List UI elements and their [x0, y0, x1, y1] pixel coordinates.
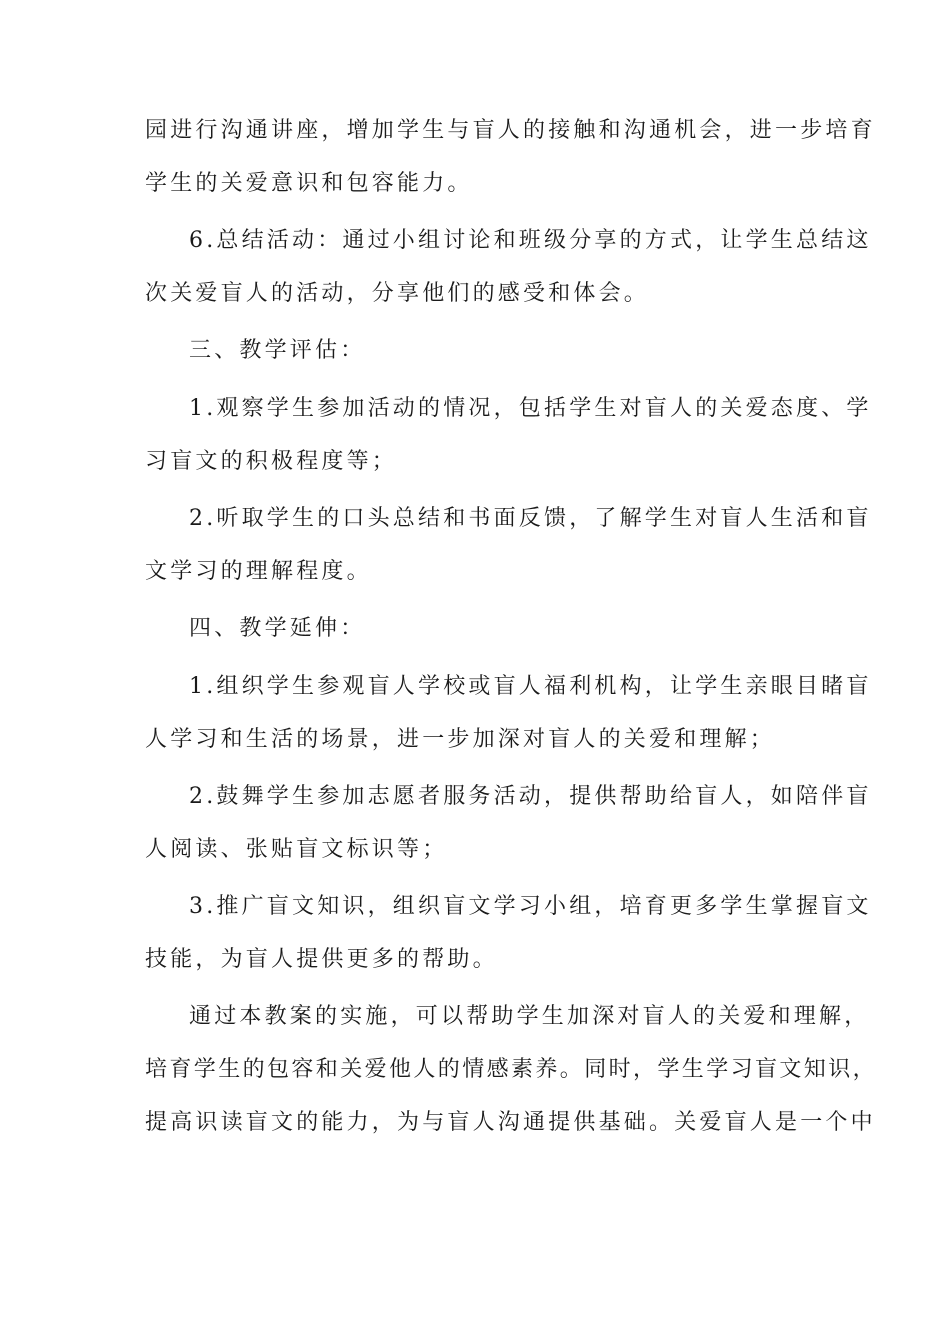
paragraph-start-line: 3.推广盲文知识，组织盲文学习小组，培育更多学生掌握盲文 [189, 894, 872, 919]
text-line: 文学习的理解程度。 [145, 559, 372, 584]
text-line: 技能，为盲人提供更多的帮助。 [145, 947, 498, 972]
paragraph-start-line: 通过本教案的实施，可以帮助学生加深对盲人的关爱和理解， [189, 1004, 870, 1029]
text-line: 习盲文的积极程度等； [145, 449, 398, 474]
paragraph-start-line: 1.观察学生参加活动的情况，包括学生对盲人的关爱态度、学 [189, 396, 872, 421]
text-line: 园进行沟通讲座，增加学生与盲人的接触和沟通机会，进一步培育 [145, 118, 876, 143]
text-line: 人阅读、张贴盲文标识等； [145, 837, 448, 862]
text-line: 提高识读盲文的能力，为与盲人沟通提供基础。关爱盲人是一个中 [145, 1110, 876, 1135]
text-line: 培育学生的包容和关爱他人的情感素养。同时，学生学习盲文知识， [145, 1057, 878, 1082]
paragraph-start-line: 6.总结活动：通过小组讨论和班级分享的方式，让学生总结这 [189, 228, 872, 253]
section-heading: 四、教学延伸： [189, 616, 366, 641]
paragraph-start-line: 2.鼓舞学生参加志愿者服务活动，提供帮助给盲人，如陪伴盲 [189, 784, 872, 809]
text-line: 次关爱盲人的活动，分享他们的感受和体会。 [145, 281, 650, 306]
paragraph-start-line: 2.听取学生的口头总结和书面反馈，了解学生对盲人生活和盲 [189, 506, 872, 531]
section-heading: 三、教学评估： [189, 338, 366, 363]
paragraph-start-line: 1.组织学生参观盲人学校或盲人福利机构，让学生亲眼目睹盲 [189, 674, 872, 699]
text-line: 学生的关爱意识和包容能力。 [145, 171, 473, 196]
text-line: 人学习和生活的场景，进一步加深对盲人的关爱和理解； [145, 727, 776, 752]
